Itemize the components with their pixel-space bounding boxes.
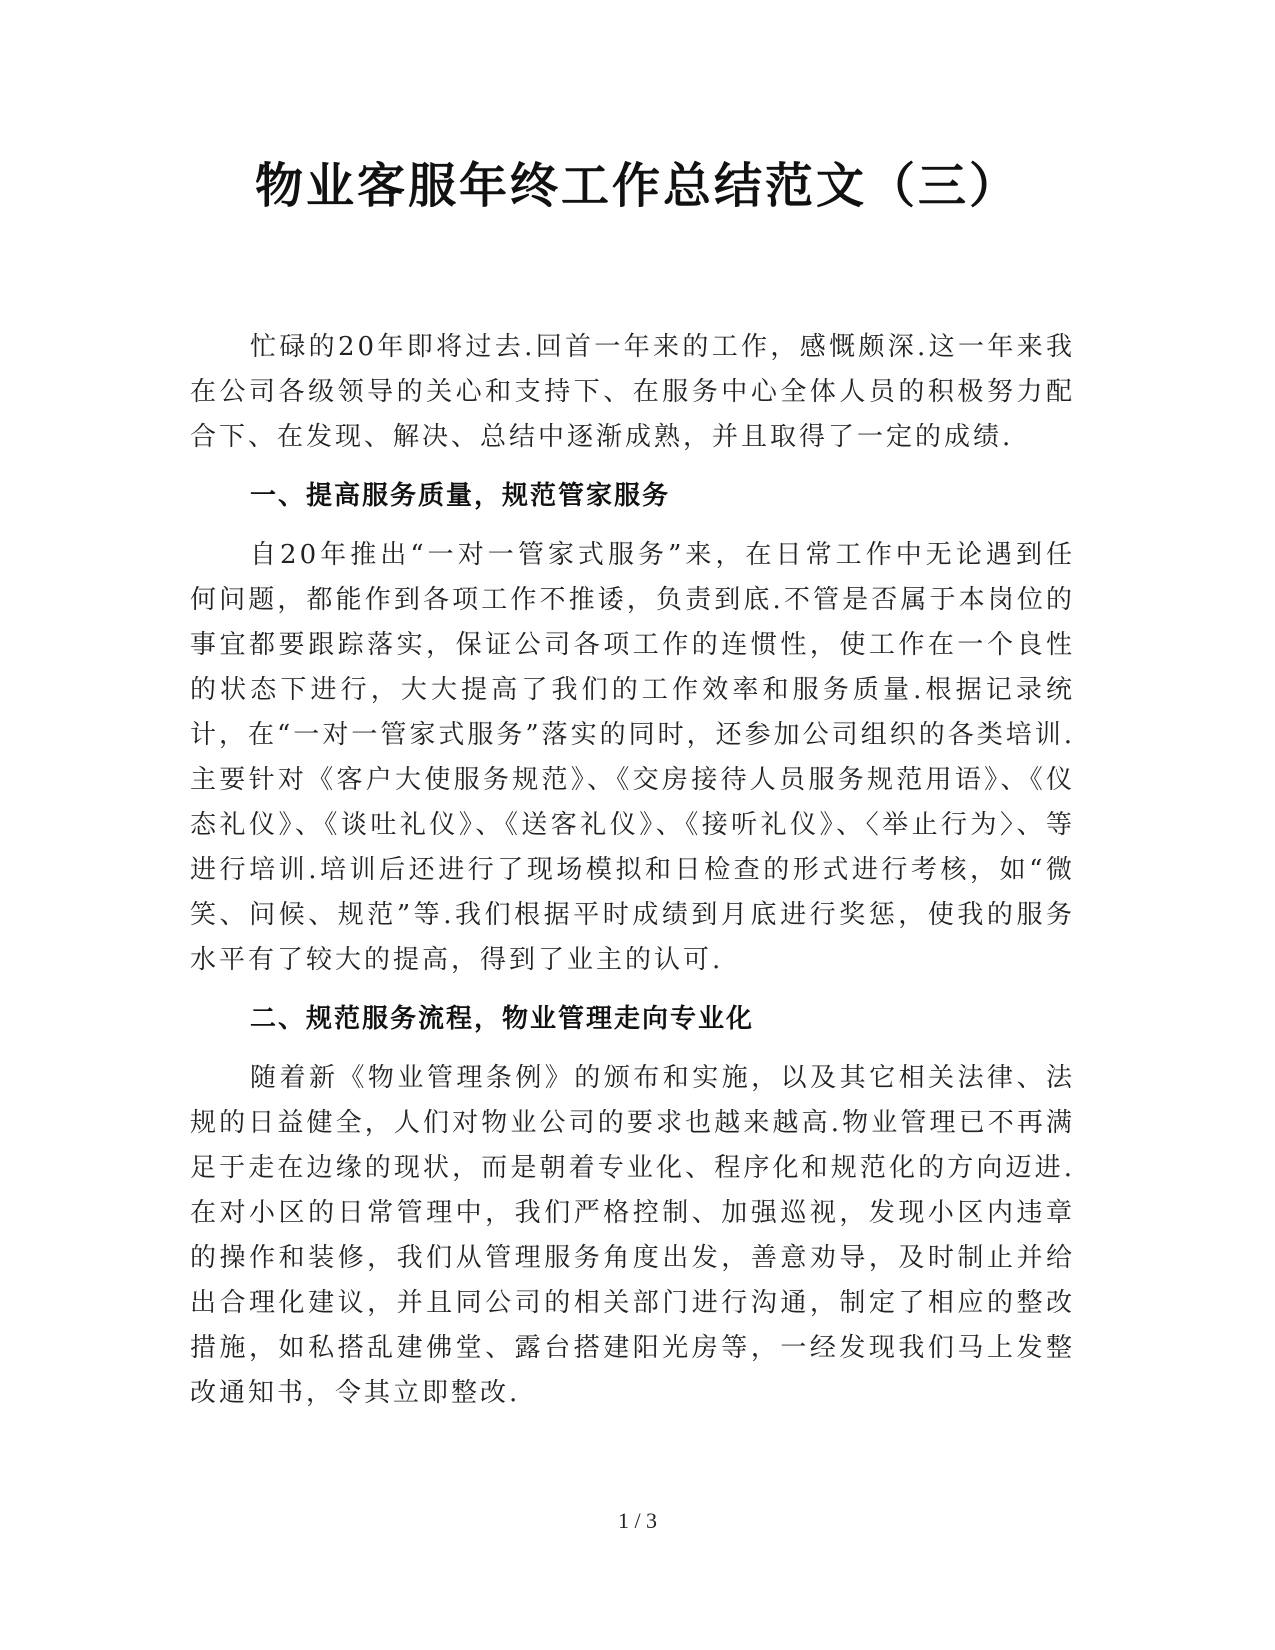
section-paragraph-1: 自20年推出“一对一管家式服务”来，在日常工作中无论遇到任何问题，都能作到各项工作不推诿，负责到底.不管是否属于本岗位的事宜都要跟踪落实，保证公司各项工作的连惯性，使工作在一个良性的状态下进行，大大提高了我们的工作效率和服务质量.根据记录统计，在“一对一管家式服务”落实的同时，还参加公司组织的各类培训.主要针对《客户大使服务规范》、《交房接待人员服务规范用语》、《仪态礼仪》、《谈吐礼仪》、《送客礼仪》、《接听礼仪》、〈举止行为〉、等进行培训.培训后还进行了现场模拟和日检查的形式进行考核，如“微笑、问候、规范”等.我们根据平时成绩到月底进行奖惩，使我的服务水平有了较大的提高，得到了业主的认可. [190,540,1075,975]
section-heading-2: 二、规范服务流程，物业管理走向专业化 [250,1004,755,1034]
page-number: 1 / 3 [617,1508,658,1533]
intro-paragraph: 忙碌的20年即将过去.回首一年来的工作，感慨颇深.这一年来我在公司各级领导的关心和支持下、在服务中心全体人员的积极努力配合下、在发现、解决、总结中逐渐成熟，并且取得了一定的成绩. [190,332,1075,452]
section-heading-1: 一、提高服务质量，规范管家服务 [250,481,671,511]
page-title: 物业客服年终工作总结范文（三） [254,158,1020,214]
section-paragraph-2: 随着新《物业管理条例》的颁布和实施，以及其它相关法律、法规的日益健全，人们对物业公司的要求也越来越高.物业管理已不再满足于走在边缘的现状，而是朝着专业化、程序化和规范化的方向迈进.在对小区的日常管理中，我们严格控制、加强巡视，发现小区内违章的操作和装修，我们从管理服务角度出发，善意劝导，及时制止并给出合理化建议，并且同公司的相关部门进行沟通，制定了相应的整改措施，如私搭乱建佛堂、露台搭建阳光房等，一经发现我们马上发整改通知书，令其立即整改. [190,1063,1075,1408]
document-body [190,325,1075,1430]
